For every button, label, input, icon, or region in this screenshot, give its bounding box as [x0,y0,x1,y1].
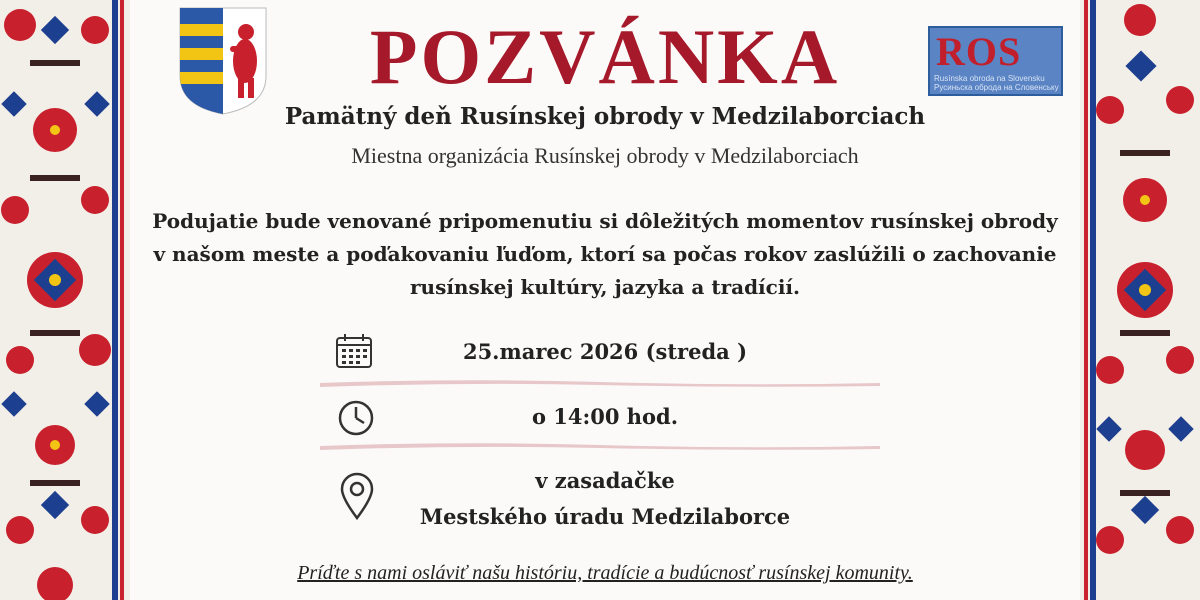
brush-stroke-divider [320,378,880,388]
event-place-line-2: Mestského úradu Medzilaborce [419,504,791,529]
page-title: POZVÁNKA [369,13,841,100]
event-time: o 14:00 hod. [531,404,679,429]
invitation-content [130,0,1080,600]
call-to-action: Príďte s nami osláviť našu históriu, tradície a budúcnosť rusínskej komunity. [297,562,913,584]
embroidery-border-left [0,0,130,600]
embroidery-border-right [1080,0,1200,600]
organizer-name: Miestna organizácia Rusínskej obrody v Medzilaborciach [351,143,859,168]
ros-logo-text: ROS [936,29,1022,74]
embroidery-pattern-left [0,0,130,600]
brush-stroke-divider-2 [320,441,880,451]
embroidery-pattern-right [1080,0,1200,600]
ros-caption-line-2: Русиньска оброда на Словенську [934,83,1059,92]
event-description: Podujatie bude venované pripomenutiu si dôležitých momentov rusínskej obrody v našom meste a poďakovaniu ľuďom, ktorí sa počas rokov zaslúžili o zachovanie rusínskej kultúry, jazyka a tradícií. [152,209,1058,299]
event-name: Pamätný deň Rusínskej obrody v Medzilaborciach [284,103,926,130]
ros-caption-line-1: Rusínska obroda na Slovensku [934,74,1045,83]
event-place-line-1: v zasadačke [535,468,675,493]
event-date: 25.marec 2026 (streda ) [462,339,748,364]
